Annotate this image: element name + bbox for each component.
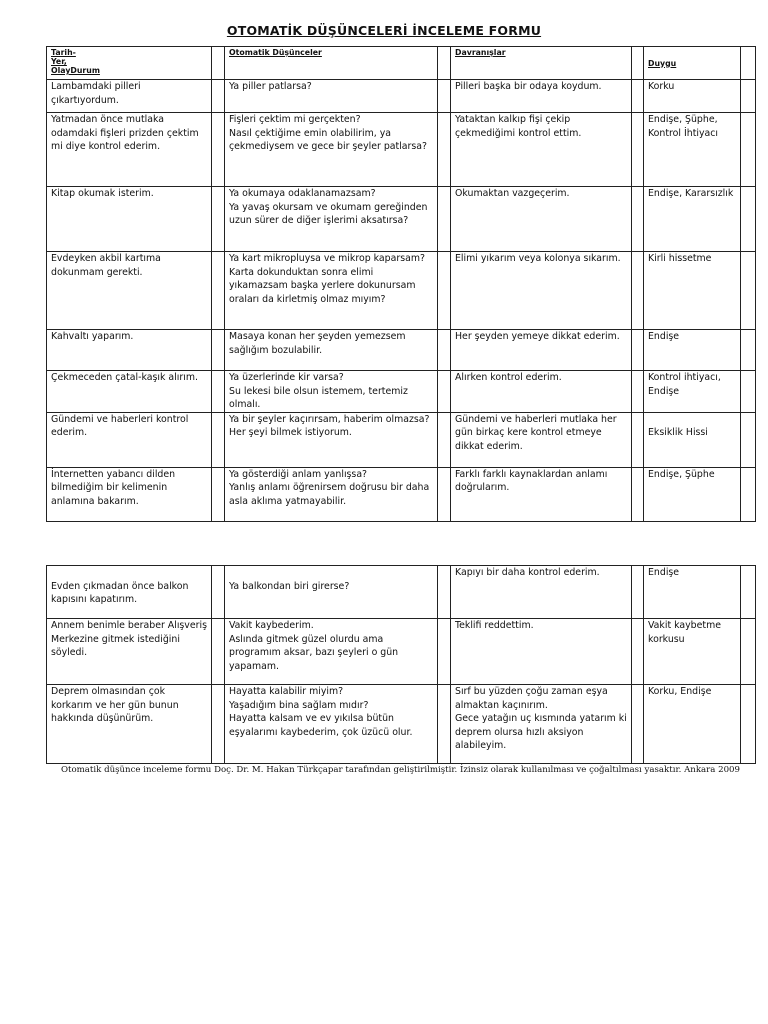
spacer-cell bbox=[212, 113, 225, 187]
spacer-cell bbox=[741, 412, 756, 467]
table-row bbox=[47, 80, 756, 113]
behavior-cell: Okumaktan vazgeçerim. bbox=[451, 187, 632, 252]
emotion-cell: Endişe, Şüphe bbox=[644, 467, 741, 521]
spacer-cell bbox=[632, 113, 644, 187]
spacer-cell bbox=[741, 371, 756, 413]
spacer-cell bbox=[212, 619, 225, 685]
behavior-cell: Farklı farklı kaynaklardan anlamı doğrularım. bbox=[451, 467, 632, 521]
thoughts-cell: Fişleri çektim mi gerçekten? Nasıl çektiğime emin olabilirim, ya çekmediysem ve gece bir şeyler patlarsa? bbox=[225, 113, 438, 187]
thought-record-table-2 bbox=[46, 565, 756, 764]
situation-cell: Evden çıkmadan önce balkon kapısını kapatırım. bbox=[47, 566, 212, 619]
spacer-cell bbox=[438, 113, 451, 187]
spacer-cell bbox=[632, 685, 644, 764]
spacer-cell bbox=[741, 47, 756, 80]
spacer-cell bbox=[741, 80, 756, 113]
emotion-cell: Endişe, Kararsızlık bbox=[644, 187, 741, 252]
spacer-cell bbox=[438, 685, 451, 764]
spacer-cell bbox=[741, 252, 756, 330]
table-row bbox=[47, 371, 756, 413]
spacer-cell bbox=[632, 187, 644, 252]
spacer-cell bbox=[632, 330, 644, 371]
spacer-cell bbox=[212, 80, 225, 113]
spacer-cell bbox=[741, 685, 756, 764]
behavior-cell: Her şeyden yemeye dikkat ederim. bbox=[451, 330, 632, 371]
table-row bbox=[47, 566, 756, 619]
form-title: OTOMATİK DÜŞÜNCELERİ İNCELEME FORMU bbox=[226, 23, 542, 38]
table-row bbox=[47, 113, 756, 187]
situation-cell: Annem benimle beraber Alışveriş Merkezine gitmek istediğini söyledi. bbox=[47, 619, 212, 685]
table-row bbox=[47, 412, 756, 467]
behavior-cell: Pilleri başka bir odaya koydum. bbox=[451, 80, 632, 113]
thoughts-cell: Ya bir şeyler kaçırırsam, haberim olmazsa? Her şeyi bilmek istiyorum. bbox=[225, 412, 438, 467]
table-row bbox=[47, 619, 756, 685]
header-row bbox=[47, 47, 756, 80]
thoughts-cell: Ya okumaya odaklanamazsam? Ya yavaş okursam ve okumam gereğinden uzun sürer de diğer işlerimi aksatırsa? bbox=[225, 187, 438, 252]
table-row bbox=[47, 467, 756, 521]
emotion-cell: Endişe, Şüphe, Kontrol İhtiyacı bbox=[644, 113, 741, 187]
spacer-cell bbox=[741, 566, 756, 619]
situation-cell: Yatmadan önce mutlaka odamdaki fişleri prizden çektim mi diye kontrol ederim. bbox=[47, 113, 212, 187]
spacer-cell bbox=[438, 330, 451, 371]
behavior-cell: Teklifi reddettim. bbox=[451, 619, 632, 685]
spacer-cell bbox=[632, 371, 644, 413]
spacer-cell bbox=[632, 619, 644, 685]
emotion-cell: Korku, Endişe bbox=[644, 685, 741, 764]
emotion-cell: Eksiklik Hissi bbox=[644, 412, 741, 467]
behavior-cell: Sırf bu yüzden çoğu zaman eşya almaktan kaçınırım. Gece yatağın uç kısmında yatarım ki deprem olursa hızlı aksiyon alabileyim. bbox=[451, 685, 632, 764]
table-row bbox=[47, 685, 756, 764]
emotion-cell: Kirli hissetme bbox=[644, 252, 741, 330]
thoughts-cell: Hayatta kalabilir miyim? Yaşadığım bina sağlam mıdır? Hayatta kalsam ve ev yıkılsa bütün eşyalarımı kaybederim, çok üzücü olur. bbox=[225, 685, 438, 764]
header-situation: Tarih- Yer, OlayDurum bbox=[47, 47, 212, 80]
spacer-cell bbox=[438, 467, 451, 521]
thoughts-cell: Vakit kaybederim. Aslında gitmek güzel olurdu ama programım aksar, bazı şeyleri o gün yapamam. bbox=[225, 619, 438, 685]
situation-cell: Kitap okumak isterim. bbox=[47, 187, 212, 252]
thoughts-cell: Ya kart mikropluysa ve mikrop kaparsam? Karta dokunduktan sonra elimi yıkamazsam başka yerlere dokunursam oraları da kirletmiş olmaz mıyım? bbox=[225, 252, 438, 330]
header-thoughts: Otomatik Düşünceler bbox=[225, 47, 438, 80]
behavior-cell: Elimi yıkarım veya kolonya sıkarım. bbox=[451, 252, 632, 330]
spacer-cell bbox=[438, 371, 451, 413]
situation-cell: Deprem olmasından çok korkarım ve her gün bunun hakkında düşünürüm. bbox=[47, 685, 212, 764]
spacer-cell bbox=[741, 467, 756, 521]
table-row bbox=[47, 330, 756, 371]
behavior-cell: Yataktan kalkıp fişi çekip çekmediğimi kontrol ettim. bbox=[451, 113, 632, 187]
spacer-cell bbox=[741, 187, 756, 252]
spacer-cell bbox=[438, 619, 451, 685]
table-row bbox=[47, 187, 756, 252]
situation-cell: İnternetten yabancı dilden bilmediğim bir kelimenin anlamına bakarım. bbox=[47, 467, 212, 521]
spacer-cell bbox=[212, 330, 225, 371]
thoughts-cell: Ya gösterdiği anlam yanlışsa? Yanlış anlamı öğrenirsem doğrusu bir daha asla aklıma yatmayabilir. bbox=[225, 467, 438, 521]
header-emotion: Duygu bbox=[644, 47, 741, 80]
spacer-cell bbox=[438, 80, 451, 113]
emotion-cell: Endişe bbox=[644, 566, 741, 619]
thoughts-cell: Ya balkondan biri girerse? bbox=[225, 566, 438, 619]
spacer-cell bbox=[438, 187, 451, 252]
spacer-cell bbox=[741, 619, 756, 685]
spacer-cell bbox=[212, 47, 225, 80]
spacer-cell bbox=[741, 113, 756, 187]
header-behaviors: Davranışlar bbox=[451, 47, 632, 80]
emotion-cell: Endişe bbox=[644, 330, 741, 371]
spacer-cell bbox=[632, 80, 644, 113]
behavior-cell: Alırken kontrol ederim. bbox=[451, 371, 632, 413]
spacer-cell bbox=[632, 252, 644, 330]
spacer-cell bbox=[212, 412, 225, 467]
thoughts-cell: Masaya konan her şeyden yemezsem sağlığım bozulabilir. bbox=[225, 330, 438, 371]
spacer-cell bbox=[212, 685, 225, 764]
spacer-cell bbox=[632, 566, 644, 619]
situation-cell: Çekmeceden çatal-kaşık alırım. bbox=[47, 371, 212, 413]
spacer-cell bbox=[212, 566, 225, 619]
situation-cell: Lambamdaki pilleri çıkartıyordum. bbox=[47, 80, 212, 113]
thoughts-cell: Ya üzerlerinde kir varsa? Su lekesi bile olsun istemem, tertemiz olmalı. bbox=[225, 371, 438, 413]
situation-cell: Kahvaltı yaparım. bbox=[47, 330, 212, 371]
spacer-cell bbox=[741, 330, 756, 371]
spacer-cell bbox=[632, 47, 644, 80]
spacer-cell bbox=[212, 252, 225, 330]
emotion-cell: Kontrol ihtiyacı, Endişe bbox=[644, 371, 741, 413]
emotion-cell: Korku bbox=[644, 80, 741, 113]
behavior-cell: Gündemi ve haberleri mutlaka her gün birkaç kere kontrol etmeye dikkat ederim. bbox=[451, 412, 632, 467]
emotion-cell: Vakit kaybetme korkusu bbox=[644, 619, 741, 685]
thought-record-table-1 bbox=[46, 46, 756, 522]
spacer-cell bbox=[212, 187, 225, 252]
situation-cell: Gündemi ve haberleri kontrol ederim. bbox=[47, 412, 212, 467]
spacer-cell bbox=[438, 566, 451, 619]
spacer-cell bbox=[632, 467, 644, 521]
spacer-cell bbox=[438, 252, 451, 330]
behavior-cell: Kapıyı bir daha kontrol ederim. bbox=[451, 566, 632, 619]
spacer-cell bbox=[632, 412, 644, 467]
copyright-footer: Otomatik düşünce inceleme formu Doç. Dr. M. Hakan Türkçapar tarafından geliştirilmiştir. İzinsiz olarak kullanılması ve çoğaltılması yasaktır. Ankara 2009 bbox=[60, 765, 740, 775]
table-row bbox=[47, 252, 756, 330]
spacer-cell bbox=[438, 412, 451, 467]
thoughts-cell: Ya piller patlarsa? bbox=[225, 80, 438, 113]
spacer-cell bbox=[212, 467, 225, 521]
spacer-cell bbox=[212, 371, 225, 413]
situation-cell: Evdeyken akbil kartıma dokunmam gerekti. bbox=[47, 252, 212, 330]
spacer-cell bbox=[438, 47, 451, 80]
